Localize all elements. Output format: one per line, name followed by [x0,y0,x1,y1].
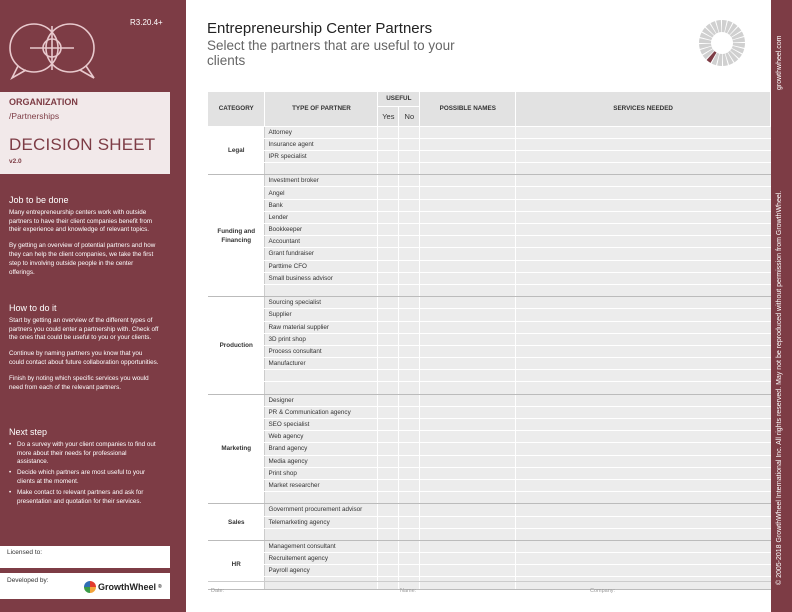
version-code: R3.20.4+ [130,18,163,27]
no-checkbox[interactable] [399,321,420,333]
services-needed-field[interactable] [516,284,771,296]
next-step-item: • Do a survey with your client companies to find out more about their needs for professional assistance. [9,441,159,467]
yes-checkbox[interactable] [378,345,399,357]
growthwheel-icon [698,19,746,67]
no-checkbox[interactable] [399,187,420,199]
possible-names-field[interactable] [420,333,516,345]
possible-names-field[interactable] [420,175,516,187]
partner-type-cell [265,284,378,296]
header-yes: Yes [378,106,399,126]
services-needed-field[interactable] [516,175,771,187]
table-row [208,187,771,199]
yes-checkbox[interactable] [378,284,399,296]
partner-type-cell: Government procurement advisor [265,504,378,516]
services-needed-field[interactable] [516,333,771,345]
no-checkbox[interactable] [399,126,420,138]
next-step-item: • Make contact to relevant partners and ask for presentation and quotation for their services. [9,489,159,507]
services-needed-field[interactable] [516,443,771,455]
partner-type-cell: Print shop [265,467,378,479]
possible-names-field[interactable] [420,321,516,333]
table-row [208,467,771,479]
brand-name: GrowthWheel [98,582,156,592]
services-needed-field[interactable] [516,516,771,528]
partner-type-cell [265,370,378,382]
partner-type-cell: Brand agency [265,443,378,455]
services-needed-field[interactable] [516,540,771,552]
no-checkbox[interactable] [399,431,420,443]
services-needed-field[interactable] [516,479,771,491]
table-row [208,199,771,211]
table-row [208,297,771,309]
possible-names-field[interactable] [420,443,516,455]
partner-type-cell: IPR specialist [265,150,378,162]
yes-checkbox[interactable] [378,224,399,236]
partner-type-cell: Investment broker [265,175,378,187]
possible-names-field[interactable] [420,224,516,236]
possible-names-field[interactable] [420,345,516,357]
yes-checkbox[interactable] [378,248,399,260]
partner-type-cell [265,163,378,175]
table-row [208,419,771,431]
no-checkbox[interactable] [399,260,420,272]
table-row [208,492,771,504]
possible-names-field[interactable] [420,370,516,382]
partner-type-cell: Bank [265,199,378,211]
partner-type-cell: Process consultant [265,345,378,357]
page-title: Entrepreneurship Center Partners [207,20,433,37]
table-row [208,358,771,370]
possible-names-field[interactable] [420,479,516,491]
yes-checkbox[interactable] [378,138,399,150]
table-row [208,321,771,333]
possible-names-field[interactable] [420,467,516,479]
table-row [208,236,771,248]
no-checkbox[interactable] [399,382,420,394]
how-paragraph-2: Continue by naming partners you know that you could contact about future collaboration opportunities. [9,350,159,366]
no-checkbox[interactable] [399,492,420,504]
yes-checkbox[interactable] [378,455,399,467]
possible-names-field[interactable] [420,419,516,431]
decision-sheet-title: DECISION SHEET [9,135,156,154]
how-paragraph-1: Start by getting an overview of the different types of partners you could enter a partnership with. Check off the ones that could be useful to you or your clients. [9,316,159,342]
org-label: ORGANIZATION [9,97,78,107]
copyright-text: © 2005-2018 GrowthWheel International Inc. All rights reserved. May not be reproduced without permission from GrowthWheel. [776,190,783,585]
possible-names-field[interactable] [420,516,516,528]
no-checkbox[interactable] [399,175,420,187]
table-row [208,565,771,577]
yes-checkbox[interactable] [378,333,399,345]
partner-type-cell: Designer [265,394,378,406]
yes-checkbox[interactable] [378,394,399,406]
sheet-version: v2.0 [9,158,22,165]
yes-checkbox[interactable] [378,236,399,248]
partner-type-cell: Small business advisor [265,272,378,284]
table-row [208,150,771,162]
table-row [208,540,771,552]
footer-fields [208,581,771,603]
yes-checkbox[interactable] [378,175,399,187]
no-checkbox[interactable] [399,443,420,455]
partner-type-cell: Recruitement agency [265,553,378,565]
header-type: TYPE OF PARTNER [265,92,378,126]
services-needed-field[interactable] [516,358,771,370]
possible-names-field[interactable] [420,297,516,309]
no-checkbox[interactable] [399,479,420,491]
yes-checkbox[interactable] [378,187,399,199]
no-checkbox[interactable] [399,394,420,406]
partner-type-cell: Web agency [265,431,378,443]
services-needed-field[interactable] [516,370,771,382]
yes-checkbox[interactable] [378,370,399,382]
table-row [208,345,771,357]
yes-checkbox[interactable] [378,260,399,272]
services-needed-field[interactable] [516,382,771,394]
no-checkbox[interactable] [399,309,420,321]
next-heading: Next step [9,427,48,437]
table-row [208,175,771,187]
possible-names-field[interactable] [420,248,516,260]
possible-names-field[interactable] [420,492,516,504]
possible-names-field[interactable] [420,211,516,223]
partner-type-cell: Bookkeeper [265,224,378,236]
possible-names-field[interactable] [420,126,516,138]
services-needed-field[interactable] [516,321,771,333]
services-needed-field[interactable] [516,187,771,199]
yes-checkbox[interactable] [378,540,399,552]
services-needed-field[interactable] [516,236,771,248]
services-needed-field[interactable] [516,248,771,260]
possible-names-field[interactable] [420,309,516,321]
no-checkbox[interactable] [399,199,420,211]
no-checkbox[interactable] [399,224,420,236]
yes-checkbox[interactable] [378,516,399,528]
possible-names-field[interactable] [420,284,516,296]
possible-names-field[interactable] [420,431,516,443]
category-cell: Legal [208,126,265,175]
yes-checkbox[interactable] [378,358,399,370]
no-checkbox[interactable] [399,467,420,479]
partner-type-cell: Supplier [265,309,378,321]
registered-mark: ® [158,584,162,590]
partner-type-cell: Parttime CFO [265,260,378,272]
no-checkbox[interactable] [399,284,420,296]
table-row [208,260,771,272]
services-needed-field[interactable] [516,419,771,431]
no-checkbox[interactable] [399,211,420,223]
no-checkbox[interactable] [399,553,420,565]
services-needed-field[interactable] [516,345,771,357]
no-checkbox[interactable] [399,345,420,357]
yes-checkbox[interactable] [378,504,399,516]
yes-checkbox[interactable] [378,467,399,479]
possible-names-field[interactable] [420,553,516,565]
no-checkbox[interactable] [399,504,420,516]
partner-type-cell: Manufacturer [265,358,378,370]
possible-names-field[interactable] [420,455,516,467]
footer-date: Date: [211,588,225,594]
possible-names-field[interactable] [420,528,516,540]
table-row [208,553,771,565]
possible-names-field[interactable] [420,138,516,150]
services-needed-field[interactable] [516,553,771,565]
services-needed-field[interactable] [516,528,771,540]
partner-type-cell: SEO specialist [265,419,378,431]
services-needed-field[interactable] [516,211,771,223]
table-row [208,284,771,296]
services-needed-field[interactable] [516,492,771,504]
possible-names-field[interactable] [420,187,516,199]
services-needed-field[interactable] [516,297,771,309]
possible-names-field[interactable] [420,163,516,175]
page-subtitle: Select the partners that are useful to your clients [207,38,455,68]
yes-checkbox[interactable] [378,406,399,418]
partner-type-cell [265,492,378,504]
services-needed-field[interactable] [516,138,771,150]
yes-checkbox[interactable] [378,211,399,223]
services-needed-field[interactable] [516,431,771,443]
yes-checkbox[interactable] [378,443,399,455]
no-checkbox[interactable] [399,333,420,345]
possible-names-field[interactable] [420,272,516,284]
no-checkbox[interactable] [399,138,420,150]
partner-type-cell [265,528,378,540]
table-row [208,406,771,418]
no-checkbox[interactable] [399,248,420,260]
next-step-item: • Decide which partners are most useful to your clients at the moment. [9,469,159,487]
licensed-to-field[interactable] [0,546,170,568]
category-cell: Production [208,297,265,395]
job-section [9,196,159,284]
possible-names-field[interactable] [420,199,516,211]
no-checkbox[interactable] [399,540,420,552]
yes-checkbox[interactable] [378,553,399,565]
table-row [208,394,771,406]
services-needed-field[interactable] [516,455,771,467]
header-services: SERVICES NEEDED [516,92,771,126]
developed-label: Developed by: [7,577,49,584]
partner-type-cell: Angel [265,187,378,199]
yes-checkbox[interactable] [378,272,399,284]
services-needed-field[interactable] [516,163,771,175]
yes-checkbox[interactable] [378,309,399,321]
partner-type-cell: Lender [265,211,378,223]
services-needed-field[interactable] [516,260,771,272]
header-names: POSSIBLE NAMES [420,92,516,126]
possible-names-field[interactable] [420,406,516,418]
no-checkbox[interactable] [399,297,420,309]
table-row [208,309,771,321]
services-needed-field[interactable] [516,394,771,406]
job-heading: Job to be done [9,195,69,205]
job-paragraph-1: Many entrepreneurship centers work with outside partners to have their client companies benefit from their experience and knowledge of relevant topics. [9,208,153,234]
possible-names-field[interactable] [420,540,516,552]
table-row [208,504,771,516]
possible-names-field[interactable] [420,382,516,394]
how-paragraph-3: Finish by noting which specific services you would need from each of the relevant partners. [9,374,149,391]
yes-checkbox[interactable] [378,492,399,504]
yes-checkbox[interactable] [378,528,399,540]
yes-checkbox[interactable] [378,297,399,309]
table-row [208,443,771,455]
table-row [208,272,771,284]
possible-names-field[interactable] [420,236,516,248]
services-needed-field[interactable] [516,150,771,162]
partner-type-cell: Media agency [265,455,378,467]
table-row [208,248,771,260]
services-needed-field[interactable] [516,565,771,577]
no-checkbox[interactable] [399,150,420,162]
category-cell: Funding and Financing [208,175,265,297]
partner-type-cell: Raw material supplier [265,321,378,333]
partner-type-cell: Sourcing specialist [265,297,378,309]
organization-box [0,92,170,174]
partner-type-cell: Insurance agent [265,138,378,150]
table-row [208,455,771,467]
possible-names-field[interactable] [420,260,516,272]
category-cell: Sales [208,504,265,541]
next-step-list [9,441,159,507]
partner-type-cell: 3D print shop [265,333,378,345]
partners-table [208,92,771,590]
yes-checkbox[interactable] [378,199,399,211]
no-checkbox[interactable] [399,236,420,248]
no-checkbox[interactable] [399,455,420,467]
yes-checkbox[interactable] [378,126,399,138]
sidebar [0,0,186,612]
possible-names-field[interactable] [420,565,516,577]
table-row [208,224,771,236]
org-sub: /Partnerships [9,111,60,121]
how-heading: How to do it [9,303,57,313]
category-cell: Marketing [208,394,265,504]
next-step-section [9,428,159,508]
services-needed-field[interactable] [516,126,771,138]
licensed-label: Licensed to: [7,549,43,556]
table-row [208,516,771,528]
possible-names-field[interactable] [420,150,516,162]
category-cell: HR [208,540,265,589]
partner-type-cell: Market researcher [265,479,378,491]
table-row [208,211,771,223]
how-section [9,304,159,399]
partner-type-cell: PR & Communication agency [265,406,378,418]
header-no: No [399,106,420,126]
developed-by-box [0,573,170,599]
table-row [208,163,771,175]
services-needed-field[interactable] [516,224,771,236]
header-category: CATEGORY [208,92,265,126]
no-checkbox[interactable] [399,406,420,418]
yes-checkbox[interactable] [378,419,399,431]
partner-type-cell: Grant fundraiser [265,248,378,260]
services-needed-field[interactable] [516,199,771,211]
no-checkbox[interactable] [399,419,420,431]
header-useful: USEFUL [378,92,420,106]
job-paragraph-2: By getting an overview of potential partners and how they can help the client companies, we take the first step to involving outside people in the center offerings. [9,242,156,276]
services-needed-field[interactable] [516,309,771,321]
growthwheel-logo [84,581,162,593]
no-checkbox[interactable] [399,272,420,284]
possible-names-field[interactable] [420,358,516,370]
yes-checkbox[interactable] [378,163,399,175]
yes-checkbox[interactable] [378,321,399,333]
partner-type-cell: Management consultant [265,540,378,552]
yes-checkbox[interactable] [378,431,399,443]
speech-bubbles-logo-icon [8,18,100,80]
yes-checkbox[interactable] [378,479,399,491]
services-needed-field[interactable] [516,406,771,418]
no-checkbox[interactable] [399,358,420,370]
yes-checkbox[interactable] [378,382,399,394]
possible-names-field[interactable] [420,394,516,406]
services-needed-field[interactable] [516,467,771,479]
yes-checkbox[interactable] [378,150,399,162]
table-row [208,126,771,138]
partner-type-cell: Telemarketing agency [265,516,378,528]
partner-type-cell [265,382,378,394]
possible-names-field[interactable] [420,504,516,516]
no-checkbox[interactable] [399,528,420,540]
partner-type-cell: Payroll agency [265,565,378,577]
no-checkbox[interactable] [399,565,420,577]
table-row [208,138,771,150]
table-row [208,431,771,443]
services-needed-field[interactable] [516,272,771,284]
footer-company: Company: [590,588,616,594]
yes-checkbox[interactable] [378,565,399,577]
services-needed-field[interactable] [516,504,771,516]
no-checkbox[interactable] [399,370,420,382]
table-row [208,479,771,491]
table-row [208,333,771,345]
footer-name: Name: [400,588,417,594]
table-row [208,528,771,540]
table-row [208,370,771,382]
table-row [208,382,771,394]
growthwheel-wheel-icon [84,581,96,593]
partner-type-cell: Accountant [265,236,378,248]
no-checkbox[interactable] [399,163,420,175]
website-text: growthwheel.com [776,35,783,90]
no-checkbox[interactable] [399,516,420,528]
partner-type-cell: Attorney [265,126,378,138]
